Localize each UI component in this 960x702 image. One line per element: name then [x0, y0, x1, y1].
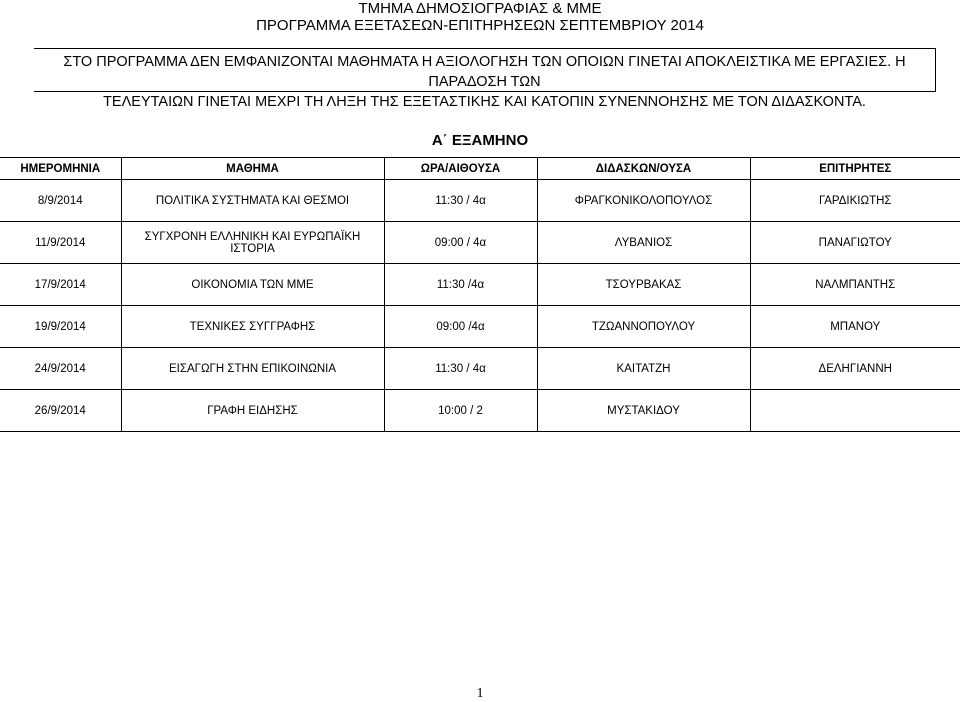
cell-supervisors: ΠΑΝΑΓΙΩΤΟΥ	[750, 222, 960, 264]
table-row	[0, 348, 960, 390]
department-title: ΤΜΗΜΑ ΔΗΜΟΣΙΟΓΡΑΦΙΑΣ & ΜΜΕ	[358, 0, 602, 17]
notice-box	[34, 48, 936, 110]
column-header-course: ΜΑΘΗΜΑ	[121, 158, 384, 180]
cell-supervisors	[750, 390, 960, 432]
cell-instructor: ΤΖΩΑΝΝΟΠΟΥΛΟΥ	[537, 306, 750, 348]
table-row	[0, 390, 960, 432]
cell-course: ΟΙΚΟΝΟΜΙΑ ΤΩΝ ΜΜΕ	[121, 264, 384, 306]
cell-time-room: 09:00 /4α	[384, 306, 537, 348]
cell-date: 11/9/2014	[0, 222, 121, 264]
cell-course: ΣΥΓΧΡΟΝΗ ΕΛΛΗΝΙΚΗ ΚΑΙ ΕΥΡΩΠΑΪΚΗ ΙΣΤΟΡΙΑ	[121, 222, 384, 264]
cell-date: 19/9/2014	[0, 306, 121, 348]
cell-instructor: ΜΥΣΤΑΚΙΔΟΥ	[537, 390, 750, 432]
cell-supervisors: ΝΑΛΜΠΑΝΤΗΣ	[750, 264, 960, 306]
cell-instructor: ΤΣΟΥΡΒΑΚΑΣ	[537, 264, 750, 306]
cell-course: ΕΙΣΑΓΩΓΗ ΣΤΗΝ ΕΠΙΚΟΙΝΩΝΙΑ	[121, 348, 384, 390]
table-row	[0, 306, 960, 348]
column-header-time-room: ΩΡΑ/ΑΙΘΟΥΣΑ	[384, 158, 537, 180]
semester-heading: Α΄ ΕΞΑΜΗΝΟ	[431, 132, 529, 149]
column-header-date: ΗΜΕΡΟΜΗΝΙΑ	[0, 158, 121, 180]
notice-line-1: ΣΤΟ ΠΡΟΓΡΑΜΜΑ ΔΕΝ ΕΜΦΑΝΙΖΟΝΤΑΙ ΜΑΘΗΜΑΤΑ Η ΑΞΙΟΛΟΓΗΣΗ ΤΩΝ ΟΠΟΙΩΝ ΓΙΝΕΤΑΙ ΑΠΟΚΛΕΙΣΤΙΚΑ ΜΕ ΕΡΓΑΣΙΕΣ. Η ΠΑΡΑΔΟΣΗ ΤΩΝ	[63, 54, 906, 90]
page-number: 1	[476, 686, 484, 701]
cell-course: ΠΟΛΙΤΙΚΑ ΣΥΣΤΗΜΑΤΑ ΚΑΙ ΘΕΣΜΟΙ	[121, 180, 384, 222]
table-row	[0, 264, 960, 306]
table-header-row	[0, 158, 960, 180]
cell-supervisors: ΜΠΑΝΟΥ	[750, 306, 960, 348]
cell-date: 8/9/2014	[0, 180, 121, 222]
cell-time-room: 09:00 / 4α	[384, 222, 537, 264]
exam-schedule-table	[0, 157, 960, 432]
table-row	[0, 222, 960, 264]
cell-time-room: 11:30 /4α	[384, 264, 537, 306]
cell-instructor: ΚΑΙΤΑΤΖΗ	[537, 348, 750, 390]
cell-instructor: ΦΡΑΓΚΟΝΙΚΟΛΟΠΟΥΛΟΣ	[537, 180, 750, 222]
cell-instructor: ΛΥΒΑΝΙΟΣ	[537, 222, 750, 264]
cell-supervisors: ΓΑΡΔΙΚΙΩΤΗΣ	[750, 180, 960, 222]
cell-time-room: 11:30 / 4α	[384, 348, 537, 390]
cell-time-room: 11:30 / 4α	[384, 180, 537, 222]
cell-date: 26/9/2014	[0, 390, 121, 432]
cell-date: 24/9/2014	[0, 348, 121, 390]
cell-time-room: 10:00 / 2	[384, 390, 537, 432]
cell-date: 17/9/2014	[0, 264, 121, 306]
schedule-title: ΠΡΟΓΡΑΜΜΑ ΕΞΕΤΑΣΕΩΝ-ΕΠΙΤΗΡΗΣΕΩΝ ΣΕΠΤΕΜΒΡΙΟΥ 2014	[256, 17, 704, 34]
column-header-instructor: ΔΙΔΑΣΚΩΝ/ΟΥΣΑ	[537, 158, 750, 180]
table-row	[0, 180, 960, 222]
cell-course: ΤΕΧΝΙΚΕΣ ΣΥΓΓΡΑΦΗΣ	[121, 306, 384, 348]
cell-course: ΓΡΑΦΗ ΕΙΔΗΣΗΣ	[121, 390, 384, 432]
column-header-supervisors: ΕΠΙΤΗΡΗΤΕΣ	[750, 158, 960, 180]
cell-supervisors: ΔΕΛΗΓΙΑΝΝΗ	[750, 348, 960, 390]
notice-line-2: ΤΕΛΕΥΤΑΙΩΝ ΓΙΝΕΤΑΙ ΜΕΧΡΙ ΤΗ ΛΗΞΗ ΤΗΣ ΕΞΕΤΑΣΤΙΚΗΣ ΚΑΙ ΚΑΤΟΠΙΝ ΣΥΝΕΝΝΟΗΣΗΣ ΜΕ ΤΟΝ ΔΙΔΑΣΚΟΝΤΑ.	[103, 94, 866, 110]
